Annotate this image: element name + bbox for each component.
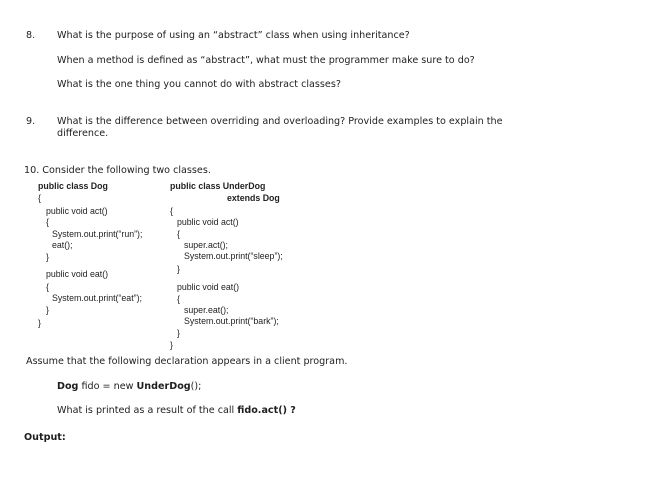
question-9-number: 9. — [26, 116, 36, 127]
question-8-line-1: What is the purpose of using an “abstract” class when using inheritance? — [57, 30, 410, 41]
dog-act-signature: public void act() — [46, 206, 108, 216]
dog-class-header: public class Dog — [38, 181, 108, 191]
declaration-end: (); — [190, 381, 202, 392]
assume-declaration-text: Assume that the following declaration appears in a client program. — [26, 356, 348, 367]
question-9-text: What is the difference between overriding and overloading? Provide examples to explain the difference. — [57, 116, 503, 139]
output-label: Output: — [24, 432, 66, 443]
dog-eat-close-brace: } — [46, 305, 49, 315]
underdog-eat-signature: public void eat() — [177, 282, 240, 292]
question-8-number: 8. — [26, 30, 36, 41]
declaration-statement — [57, 381, 201, 393]
underdog-act-open-brace: { — [177, 229, 180, 239]
underdog-class-header: public class UnderDog — [170, 181, 266, 191]
underdog-class-open-brace: { — [170, 206, 173, 216]
underdog-act-close-brace: } — [177, 264, 180, 274]
underdog-extends-clause: extends Dog — [227, 193, 280, 203]
underdog-act-signature: public void act() — [177, 217, 239, 227]
declaration-constructor: UnderDog — [136, 381, 191, 392]
dog-eat-signature: public void eat() — [46, 269, 109, 279]
question-8-line-2: When a method is defined as “abstract”, what must the programmer make sure to do? — [57, 55, 475, 66]
dog-act-close-brace: } — [46, 252, 49, 262]
dog-class-open-brace: { — [38, 193, 41, 203]
ask-prefix: What is printed as a result of the call — [57, 405, 238, 416]
underdog-eat-close-brace: } — [177, 328, 180, 338]
ask-method-call: fido.act() ? — [237, 405, 296, 416]
underdog-class-close-brace: } — [170, 340, 173, 350]
dog-act-line-2: eat(); — [52, 240, 73, 250]
dog-act-line-1: System.out.print(“run”); — [52, 229, 143, 239]
underdog-act-line-2: System.out.print(“sleep”); — [184, 251, 283, 261]
question-8-line-3: What is the one thing you cannot do with abstract classes? — [57, 79, 341, 90]
underdog-eat-line-1: super.eat(); — [184, 305, 229, 315]
declaration-middle: fido = new — [78, 381, 137, 392]
underdog-act-line-1: super.act(); — [184, 240, 229, 250]
question-10-intro: 10. Consider the following two classes. — [24, 165, 211, 176]
underdog-eat-line-2: System.out.print(“bark”); — [184, 316, 279, 326]
question-10-ask — [57, 405, 296, 417]
declaration-class-name: Dog — [57, 381, 79, 392]
dog-eat-line-1: System.out.print(“eat”); — [52, 293, 142, 303]
dog-act-open-brace: { — [46, 217, 49, 227]
underdog-eat-open-brace: { — [177, 294, 180, 304]
dog-class-close-brace: } — [38, 318, 41, 328]
dog-eat-open-brace: { — [46, 282, 49, 292]
